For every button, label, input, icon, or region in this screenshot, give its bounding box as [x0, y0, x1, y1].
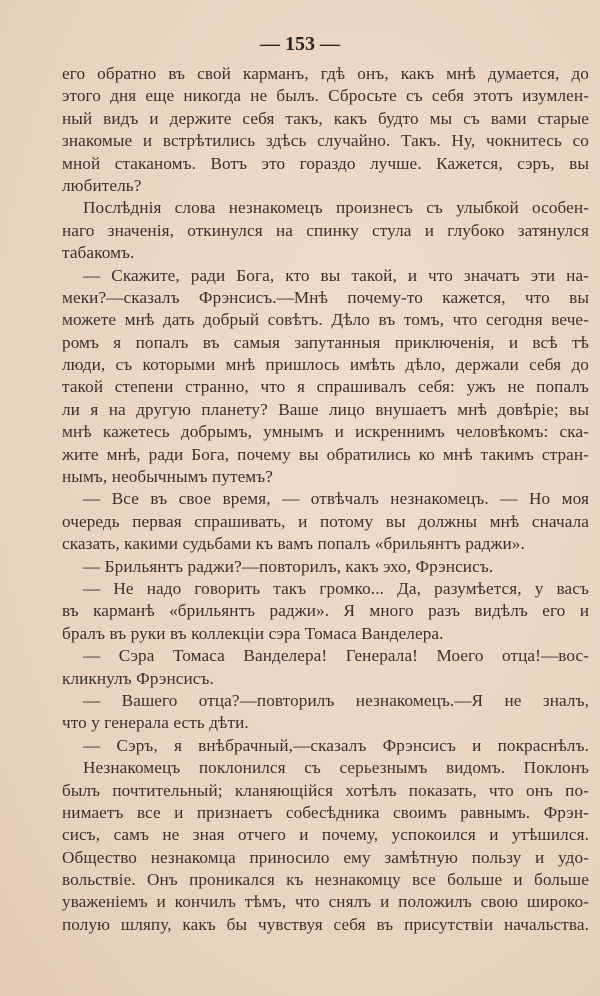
text-line: бралъ въ руки въ коллекціи сэра Томаса Ванделера. [62, 623, 444, 643]
text-line: полую шляпу, какъ бы чувствуя себя въ присутствіи начальства. [62, 914, 589, 934]
text-line: — Брильянтъ раджи?—повторилъ, какъ эхо, Фрэнсисъ. [83, 556, 494, 576]
text-line: — Не надо говорить такъ громко... Да, разумѣется, у васъ [83, 578, 589, 598]
text-line: сисъ, самъ не зная отчего и почему, успокоился и утѣшился. [62, 825, 589, 845]
text-line: знакомые и встрѣтились здѣсь случайно. Такъ. Ну, чокнитесь со [62, 131, 589, 151]
text-line: ный видъ и держите себя такъ, какъ будто мы съ вами старые [62, 108, 589, 128]
text-line: люди, съ которыми мнѣ пришлось имѣть дѣло, держали себя до [62, 355, 589, 375]
text-line: табакомъ. [62, 243, 135, 263]
text-line: любитель? [62, 175, 142, 195]
text-line: его обратно въ свой карманъ, гдѣ онъ, какъ мнѣ думается, до [62, 64, 589, 83]
text-line: мной стаканомъ. Вотъ это гораздо лучше. Кажется, сэръ, вы [62, 153, 589, 173]
text-line: — Вашего отца?—повторилъ незнакомецъ.—Я не зналъ, [83, 690, 589, 710]
text-line: ли я на другую планету? Ваше лицо внушаетъ мнѣ довѣріе; вы [62, 399, 589, 419]
text-line: меки?—сказалъ Фрэнсисъ.—Мнѣ почему-то кажется, что вы [62, 287, 589, 307]
text-line: — Скажите, ради Бога, кто вы такой, и что значатъ эти на- [83, 265, 589, 285]
text-line: нимаетъ все и признаетъ собесѣдника своимъ равнымъ. Фрэн- [62, 802, 589, 822]
text-line: кликнулъ Фрэнсисъ. [62, 668, 214, 688]
text-line: Общество незнакомца приносило ему замѣтную пользу и удо- [62, 847, 589, 867]
text-line: очередь первая спрашивать, и потому вы должны мнѣ сначала [62, 511, 589, 531]
text-line: можете мнѣ дать добрый совѣтъ. Дѣло въ томъ, что сегодня вече- [62, 310, 589, 330]
text-line: Послѣднія слова незнакомецъ произнесъ съ улыбкой особен- [83, 198, 589, 218]
text-line: ромъ я попалъ въ самыя запутанныя приключенія, и всѣ тѣ [62, 332, 589, 352]
text-line: — Все въ свое время, — отвѣчалъ незнакомецъ. — Но моя [83, 489, 589, 509]
text-line: нымъ, необычнымъ путемъ? [62, 467, 273, 487]
text-line: въ карманѣ «брильянтъ раджи». Я много разъ видѣлъ его и [62, 601, 589, 621]
text-line: сказать, какими судьбами къ вамъ попалъ «брильянтъ раджи». [62, 534, 525, 554]
text-line: былъ почтительный; кланяющійся хотѣлъ показать, что онъ по- [62, 780, 589, 800]
text-line: что у генерала есть дѣти. [62, 713, 249, 733]
text-line: — Сэра Томаса Ванделера! Генерала! Моего отца!—вос- [83, 646, 589, 666]
text-line: такой степени странно, что я спрашивалъ себя: ужъ не попалъ [62, 377, 589, 397]
text-line: — Сэръ, я внѣбрачный,—сказалъ Фрэнсисъ и покраснѣлъ. [83, 735, 589, 755]
text-line: вольствіе. Онъ проникался къ незнакомцу все больше и больше [62, 870, 589, 890]
page-number: — 153 — [260, 33, 340, 55]
body-text [62, 63, 589, 936]
text-line: этого дня еще никогда не былъ. Сбросьте съ себя этотъ изумлен- [62, 86, 589, 106]
text-line: уваженіемъ и кончилъ тѣмъ, что снялъ и положилъ свою широко- [62, 892, 589, 912]
text-line: Незнакомецъ поклонился съ серьезнымъ видомъ. Поклонъ [83, 758, 589, 778]
text-line: жите мнѣ, ради Бога, почему вы обратились ко мнѣ такимъ стран- [62, 444, 589, 464]
text-line: мнѣ кажетесь добрымъ, умнымъ и искреннимъ человѣкомъ: ска- [62, 422, 589, 442]
text-line: наго значенія, откинулся на спинку стула и глубоко затянулся [62, 220, 589, 240]
